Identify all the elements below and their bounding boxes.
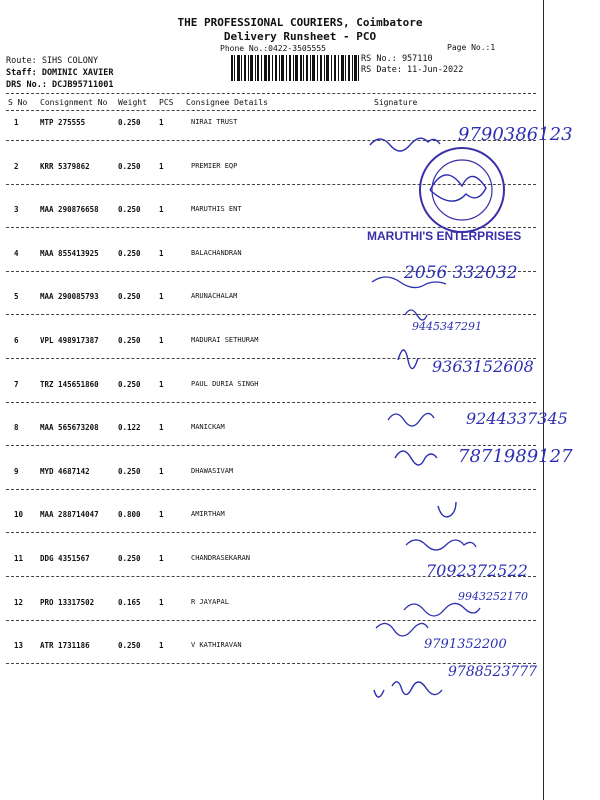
sig-phone-8: 7871989127 — [458, 446, 573, 467]
col-header-consignee: Consignee Details — [186, 98, 268, 107]
row-divider — [6, 314, 536, 315]
row-weight: 0.800 — [118, 510, 141, 520]
row-pcs: 1 — [159, 510, 164, 520]
table-row — [0, 334, 540, 378]
row-consignee: PREMIER EQP — [191, 161, 238, 170]
col-header-sno: S No — [8, 98, 28, 107]
sig-phone-12: 9791352200 — [424, 637, 507, 652]
stamp-text: MARUTHI'S ENTERPRISES — [367, 229, 522, 243]
route-block — [6, 55, 113, 91]
row-sno: 1 — [14, 118, 19, 127]
table-row — [0, 203, 540, 247]
table-row — [0, 596, 540, 640]
row-divider — [6, 402, 536, 403]
table-row — [0, 421, 540, 465]
row-pcs: 1 — [159, 336, 164, 345]
sig-phone-4: 2056 332032 — [404, 263, 518, 283]
sig-phone-5: 9445347291 — [412, 320, 482, 333]
row-pcs: 1 — [159, 205, 164, 215]
row-sno: 5 — [14, 292, 19, 302]
row-consignee: AMIRTHAM — [191, 510, 225, 519]
row-pcs: 1 — [159, 597, 164, 607]
row-divider — [6, 227, 536, 228]
row-consignee: ARUNACHALAM — [191, 292, 238, 301]
row-pcs: 1 — [159, 292, 164, 302]
row-sno: 9 — [14, 466, 19, 476]
rs-block — [361, 54, 463, 76]
row-consignment: VPL 498917387 — [40, 336, 99, 345]
row-pcs: 1 — [159, 423, 164, 433]
row-sno: 8 — [14, 423, 19, 433]
row-sno: 12 — [14, 597, 24, 607]
col-header-signature: Signature — [374, 98, 418, 107]
row-consignment: MAA 855413925 — [40, 248, 99, 258]
row-consignment: MTP 275555 — [40, 118, 86, 127]
row-pcs: 1 — [159, 248, 164, 258]
staff-line: Staff: DOMINIC XAVIER — [6, 68, 114, 78]
sig-phone-6: 9363152608 — [432, 357, 534, 376]
row-divider — [6, 271, 536, 272]
row-sno: 3 — [14, 205, 19, 215]
row-consignment: MYD 4687142 — [40, 466, 90, 476]
row-weight: 0.250 — [118, 292, 141, 302]
row-weight: 0.250 — [118, 161, 141, 171]
row-consignee: DHAWASIVAM — [191, 466, 234, 475]
row-sno: 4 — [14, 248, 19, 258]
row-weight: 0.250 — [118, 118, 141, 127]
phone-number: Phone No.:0422-3505555 — [220, 44, 326, 53]
table-row — [0, 465, 540, 509]
table-row — [0, 160, 540, 204]
sig-phone-10: 7092372522 — [426, 561, 528, 580]
table-row — [0, 378, 540, 422]
row-consignment: ATR 1731186 — [40, 641, 90, 651]
sig-phone-11: 9943252170 — [458, 590, 528, 603]
row-divider — [6, 445, 536, 446]
row-consignment: TRZ 145651860 — [40, 379, 99, 389]
row-consignee: CHANDRASEKARAN — [191, 554, 251, 562]
row-weight: 0.250 — [118, 336, 141, 345]
col-header-weight: Weight — [118, 98, 147, 107]
row-divider — [6, 140, 536, 141]
row-consignee: MADURAI SETHURAM — [191, 336, 259, 344]
sig-phone-1: 9790386123 — [458, 124, 573, 145]
table-row — [0, 639, 540, 683]
row-sno: 2 — [14, 161, 19, 171]
row-consignee: MANICKAM — [191, 423, 225, 432]
sig-phone-13: 9788523777 — [448, 664, 538, 680]
sig-phone-7: 9244337345 — [466, 409, 568, 428]
row-pcs: 1 — [159, 641, 164, 651]
row-weight: 0.250 — [118, 554, 141, 563]
row-consignment: PRO 13317502 — [40, 597, 95, 607]
row-pcs: 1 — [159, 554, 164, 563]
table-row — [0, 508, 540, 552]
row-consignment: MAA 290876658 — [40, 205, 99, 215]
row-sno: 7 — [14, 379, 19, 389]
header-bottom-rule — [6, 110, 536, 111]
row-consignment: MAA 565673208 — [40, 423, 99, 433]
route-line: Route: SIHS COLONY — [6, 56, 99, 66]
row-weight: 0.250 — [118, 641, 141, 651]
row-pcs: 1 — [159, 161, 164, 171]
row-divider — [6, 184, 536, 185]
row-consignment: MAA 290085793 — [40, 292, 99, 302]
row-weight: 0.165 — [118, 597, 141, 607]
barcode — [231, 55, 359, 81]
table-row — [0, 247, 540, 291]
row-consignee: R JAYAPAL — [191, 597, 229, 606]
row-divider — [6, 489, 536, 490]
margin-line — [543, 0, 544, 800]
row-sno: 6 — [14, 336, 19, 345]
row-consignee: V KATHIRAVAN — [191, 641, 242, 650]
runsheet-title: Delivery Runsheet - PCO — [223, 30, 377, 43]
row-divider — [6, 576, 536, 577]
row-weight: 0.250 — [118, 379, 141, 389]
row-weight: 0.122 — [118, 423, 141, 433]
drs-line: DRS No.: DCJB95711001 — [6, 80, 114, 90]
rs-number: RS No.: 957110 — [361, 54, 433, 64]
row-consignment: MAA 288714047 — [40, 510, 99, 520]
row-divider — [6, 532, 536, 533]
row-weight: 0.250 — [118, 466, 141, 476]
row-weight: 0.250 — [118, 248, 141, 258]
row-divider — [6, 620, 536, 621]
row-consignee: PAUL DURIA SINGH — [191, 379, 259, 388]
row-sno: 10 — [14, 510, 24, 520]
header-top-rule — [6, 93, 536, 94]
col-header-consignment: Consignment No — [40, 98, 108, 107]
row-consignment: DDG 4351567 — [40, 554, 90, 563]
table-row — [0, 116, 540, 160]
row-consignee: MARUTHIS ENT — [191, 205, 242, 214]
row-consignee: NIRAI TRUST — [191, 118, 238, 126]
row-divider — [6, 358, 536, 359]
row-weight: 0.250 — [118, 205, 141, 215]
row-sno: 13 — [14, 641, 24, 651]
row-consignee: BALACHANDRAN — [191, 248, 242, 257]
row-pcs: 1 — [159, 466, 164, 476]
table-row — [0, 552, 540, 596]
row-pcs: 1 — [159, 379, 164, 389]
row-pcs: 1 — [159, 118, 164, 127]
table-row — [0, 290, 540, 334]
row-divider — [6, 663, 536, 664]
row-consignment: KRR 5379862 — [40, 161, 90, 171]
company-title: THE PROFESSIONAL COURIERS, Coimbatore — [177, 16, 423, 29]
col-header-pcs: PCS — [159, 98, 174, 107]
row-sno: 11 — [14, 554, 24, 563]
page-number: Page No.:1 — [447, 43, 496, 52]
rs-date: RS Date: 11-Jun-2022 — [361, 65, 464, 75]
